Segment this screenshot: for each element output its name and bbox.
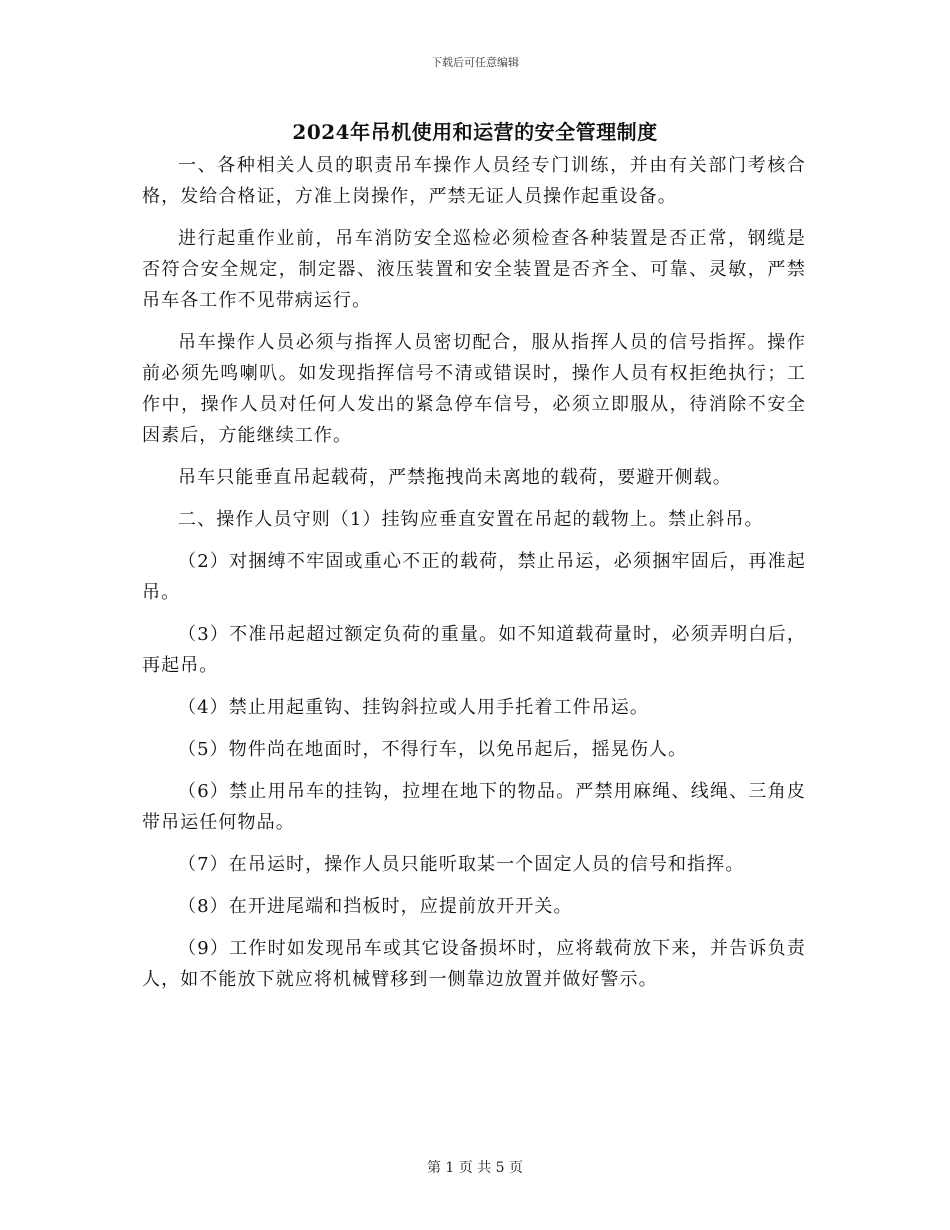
document-title: 2024年吊机使用和运营的安全管理制度 xyxy=(292,120,658,144)
paragraph: （6）禁止用吊车的挂钩，拉埋在地下的物品。严禁用麻绳、线绳、三角皮带吊运任何物品。 xyxy=(142,781,806,833)
paragraph: 吊车操作人员必须与指挥人员密切配合，服从指挥人员的信号指挥。操作前必须先鸣喇叭。如发现指挥信号不清或错误时，操作人员有权拒绝执行；工作中，操作人员对任何人发出的紧急停车信号，必须立即服从，待消除不安全因素后，方能继续工作。 xyxy=(142,332,806,446)
paragraph: （4）禁止用起重钩、挂钩斜拉或人用手托着工件吊运。 xyxy=(178,697,649,718)
paragraph: （5）物件尚在地面时，不得行车，以免吊起后，摇晃伤人。 xyxy=(178,739,688,760)
paragraph: （2）对捆缚不牢固或重心不正的载荷，禁止吊运，必须捆牢固后，再准起吊。 xyxy=(142,551,806,603)
paragraph: （7）在吊运时，操作人员只能听取某一个固定人员的信号和指挥。 xyxy=(178,854,745,875)
paragraph: （8）在开进尾端和挡板时，应提前放开开关。 xyxy=(178,896,573,917)
paragraph: 二、操作人员守则（1）挂钩应垂直安置在吊起的载物上。禁止斜吊。 xyxy=(178,509,764,530)
document-body xyxy=(142,150,806,1006)
paragraph: 吊车只能垂直吊起载荷，严禁拖拽尚未离地的载荷，要避开侧载。 xyxy=(178,467,732,488)
page-header-note: 下载后可任意编辑 xyxy=(431,56,519,69)
paragraph: （9）工作时如发现吊车或其它设备损坏时，应将载荷放下来，并告诉负责人，如不能放下就应将机械臂移到一侧靠边放置并做好警示。 xyxy=(142,938,806,990)
paragraph: （3）不准吊起超过额定负荷的重量。如不知道载荷量时，必须弄明白后，再起吊。 xyxy=(142,624,806,676)
paragraph: 进行起重作业前，吊车消防安全巡检必须检查各种装置是否正常，钢缆是否符合安全规定，制定器、液压装置和安全装置是否齐全、可靠、灵敏，严禁吊车各工作不见带病运行。 xyxy=(142,228,806,311)
paragraph: 一、各种相关人员的职责吊车操作人员经专门训练，并由有关部门考核合格，发给合格证，方准上岗操作，严禁无证人员操作起重设备。 xyxy=(142,155,806,207)
page-number-footer: 第 1 页 共 5 页 xyxy=(426,1160,524,1176)
